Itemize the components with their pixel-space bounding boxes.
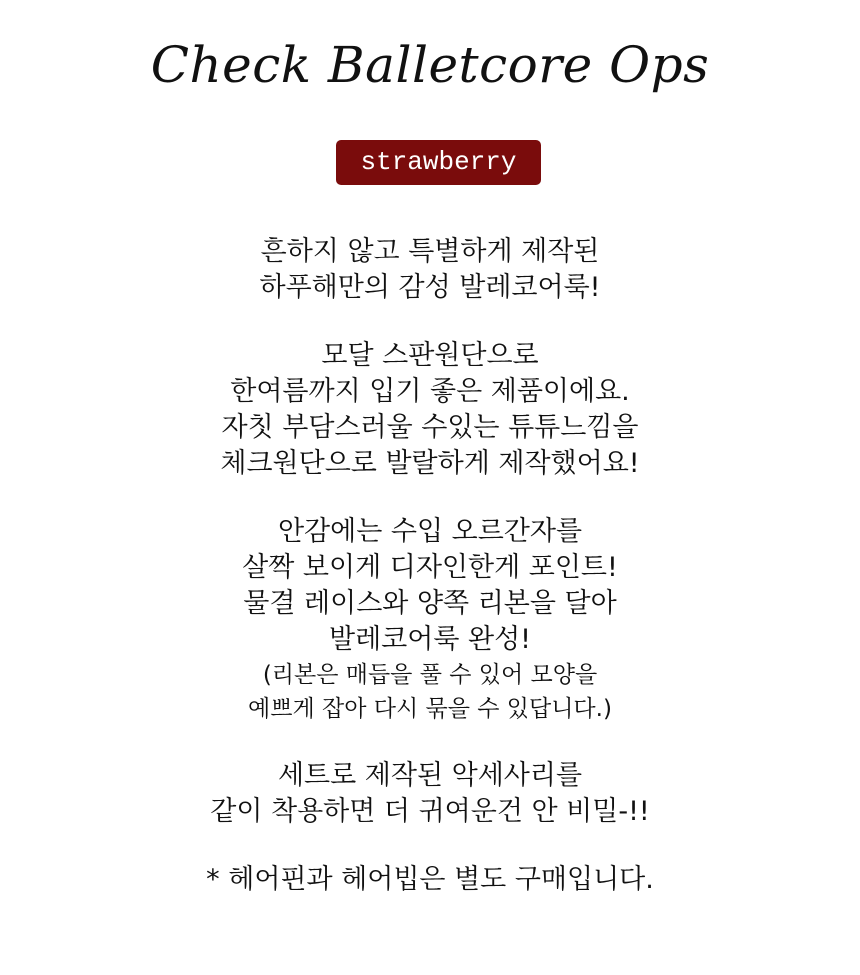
text-line: 한여름까지 입기 좋은 제품이에요. bbox=[230, 376, 630, 407]
description-body bbox=[0, 234, 860, 898]
paragraph-fabric bbox=[0, 338, 860, 482]
text-line: 물결 레이스와 양쪽 리본을 달아 bbox=[243, 588, 617, 619]
text-line: 세트로 제작된 악세사리를 bbox=[277, 760, 583, 791]
text-line: 체크원단으로 발랄하게 제작했어요! bbox=[220, 448, 640, 479]
notice-line: * 헤어핀과 헤어빕은 별도 구매입니다. bbox=[206, 864, 654, 895]
text-line: 같이 착용하면 더 귀여운건 안 비밀-!! bbox=[210, 796, 650, 827]
text-line: 하푸해만의 감성 발레코어룩! bbox=[259, 272, 601, 303]
text-line: 발레코어룩 완성! bbox=[329, 624, 531, 655]
text-line: 자칫 부담스러울 수있는 튜튜느낌을 bbox=[221, 412, 639, 443]
page-title: Check Balletcore Ops bbox=[150, 36, 710, 94]
text-line: 안감에는 수입 오르간자를 bbox=[277, 516, 583, 547]
note-line: 예쁘게 잡아 다시 묶을 수 있답니다.) bbox=[248, 696, 612, 722]
text-line: 살짝 보이게 디자인한게 포인트! bbox=[242, 552, 618, 583]
text-line: 모달 스판원단으로 bbox=[321, 340, 539, 371]
paragraph-notice bbox=[0, 862, 860, 898]
paragraph-intro bbox=[0, 234, 860, 306]
color-option-badge: strawberry bbox=[336, 140, 541, 185]
paragraph-accessories bbox=[0, 758, 860, 830]
text-line: 흔하지 않고 특별하게 제작된 bbox=[260, 236, 600, 267]
paragraph-lining bbox=[0, 514, 860, 726]
note-line: (리본은 매듭을 풀 수 있어 모양을 bbox=[262, 662, 598, 688]
